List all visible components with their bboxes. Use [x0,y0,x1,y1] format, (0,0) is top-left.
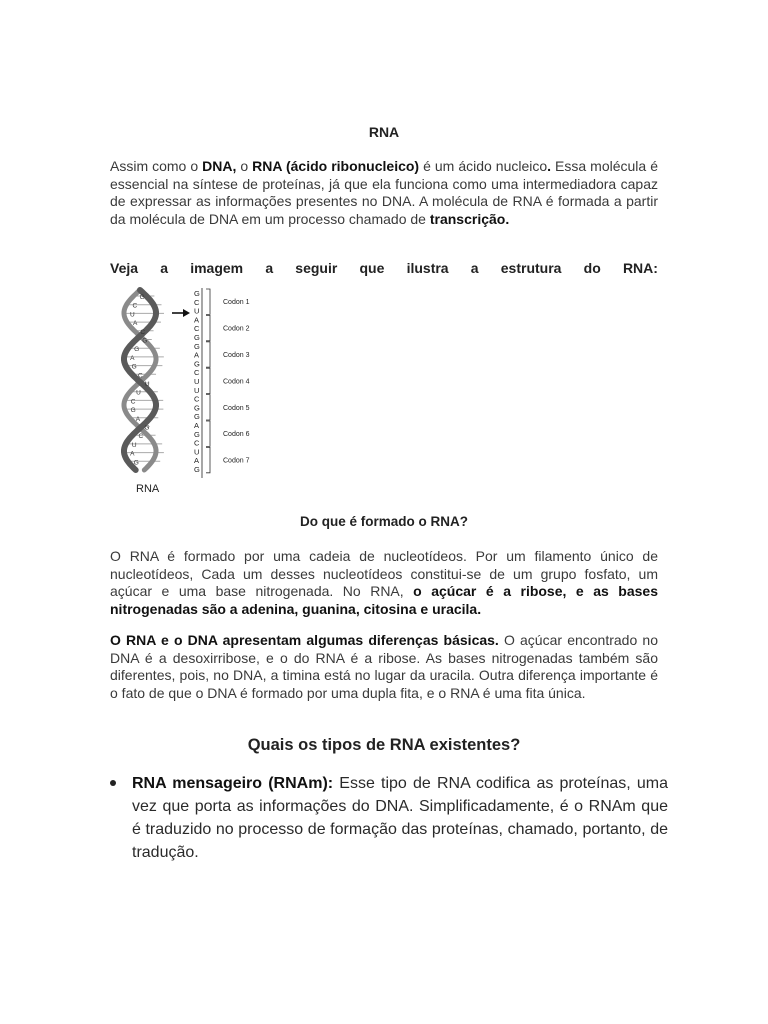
image-intro-word: ilustra [406,260,449,276]
image-intro-word: a [265,260,274,276]
image-intro-word: estrutura [500,260,562,276]
image-intro-word: a [470,260,479,276]
image-intro-word: a [160,260,169,276]
strand-letter: C [194,438,200,448]
strand-letter: G [194,403,200,413]
strand-letter: G [194,412,200,422]
question-heading-1: Do que é formado o RNA? [300,514,468,529]
strand-letter: G [194,289,200,298]
strand-letter: C [194,368,200,378]
strand-letter: A [194,456,200,466]
codon-brackets [206,289,210,473]
strand-letter: U [194,447,200,457]
composition-paragraph [110,548,658,618]
codon-label: Codon 7 [223,457,250,465]
strand-letter: C [194,394,200,404]
page-title: RNA [368,124,400,140]
composition-text: O RNA é formado por uma cadeia de nucleotídeos. Por um filamento único de nucleotídeos, Cada um desses nucleotídeos constitui-se de um grupo fosfato, um açúcar e uma base nitrogenada. No RNA, [110,548,658,599]
helix-letter: G [142,337,148,345]
helix-letter: A [130,450,135,458]
strand-letter: C [194,297,200,307]
strand-letter: C [194,324,200,334]
helix-letter: C [132,302,138,310]
helix-letter: A [130,354,135,362]
intro-paragraph [110,158,658,228]
image-intro-word: seguir [295,260,338,276]
image-intro-word: do [583,260,601,276]
helix-letter: G [130,407,136,415]
strand-letter: A [194,350,200,360]
helix-letter: C [137,372,143,380]
codon-label: Codon 6 [223,431,250,439]
helix-letter: G [144,424,150,432]
helix-letter: C [130,398,136,406]
helix-letter: G [133,459,139,467]
image-intro-word: imagem [190,260,244,276]
strand-letter: G [194,465,200,474]
rnam-description [132,772,668,864]
intro-text-4: Essa molécula é essencial na síntese de proteínas, já que ela funciona como uma intermediadora capaz de expressar as informações presentes no DNA. A molécula de RNA é formada a partir da molécula de DNA em um processo chamado de [110,158,658,227]
codon-bracket [206,421,210,446]
intro-bold-transcricao: transcrição. [429,210,510,227]
strand-letter: A [194,315,200,325]
image-intro-word: que [359,260,385,276]
image-intro-word: Veja [110,260,139,276]
intro-bold-period: . [547,158,552,174]
helix-letter: U [144,381,150,388]
rnam-bold-term: RNA mensageiro (RNAm): [132,775,334,792]
codon-label: Codon 3 [223,352,250,359]
helix-letter: U [136,389,141,397]
question-heading-2: Quais os tipos de RNA existentes? [247,736,521,754]
strand-letter: U [194,377,200,386]
arrow-icon [172,309,190,317]
codon-label: Codon 1 [223,299,250,307]
helix-letter: G [139,294,145,301]
strand-letter: A [194,421,200,430]
strand-letter: G [194,341,200,351]
intro-text-2: o [236,158,253,174]
helix-letter: C [140,328,146,336]
differences-paragraph [110,632,658,702]
codon-bracket [206,395,210,420]
composition-bold: o açúcar é a ribose, e as bases nitrogenadas são a adenina, guanina, citosina e uracila. [110,583,658,617]
helix-letter: A [132,320,138,328]
strand-sequence [194,289,200,474]
codon-label: Codon 4 [223,378,250,386]
differences-text: O açúcar encontrado no DNA é a desoxirribose, e o do RNA é a ribose. As bases nitrogenadas também são diferentes, pois, no DNA, a timina está no lugar da uracila. Outra diferença importante é o fato de que o DNA é formado por uma dupla fita, e o RNA é uma fita única. [110,632,658,701]
helix-letter: A [135,415,141,423]
differences-bold: O RNA e o DNA apresentam algumas diferenças básicas. [110,632,499,648]
intro-text-3: é um ácido nucleico [419,158,548,174]
codon-label: Codon 2 [223,325,250,333]
image-intro-line [110,260,658,276]
codon-bracket [206,289,210,314]
strand-letter: G [194,333,200,342]
bullet-icon [110,780,116,786]
codon-bracket [206,342,210,367]
rnam-text: Esse tipo de RNA codifica as proteínas, uma vez que porta as informações do DNA. Simplificadamente, é o RNAm que é traduzido no processo de formação das proteínas, chamado, portanto, de tradução. [132,775,668,861]
codon-labels [223,299,250,464]
strand-letter: U [194,306,200,316]
helix-letter: U [131,441,137,449]
codon-bracket [206,447,210,472]
codon-bracket [206,315,210,340]
strand-letter: G [194,359,200,369]
helix-letter: C [138,433,144,441]
figure-label: RNA [136,483,160,495]
intro-text-1: Assim como o [110,158,203,174]
image-intro-word: RNA: [622,260,658,276]
helix-letter: G [131,363,137,371]
codon-bracket [206,368,210,393]
intro-bold-rna: RNA (ácido ribonucleico) [252,158,420,174]
strand-letter: U [194,385,200,395]
helix-letter: U [130,311,135,319]
codon-label: Codon 5 [223,404,250,412]
strand-letter: G [194,429,200,439]
helix-letter: G [134,346,140,354]
intro-bold-dna: DNA, [202,158,237,174]
rna-structure-figure [110,282,270,497]
